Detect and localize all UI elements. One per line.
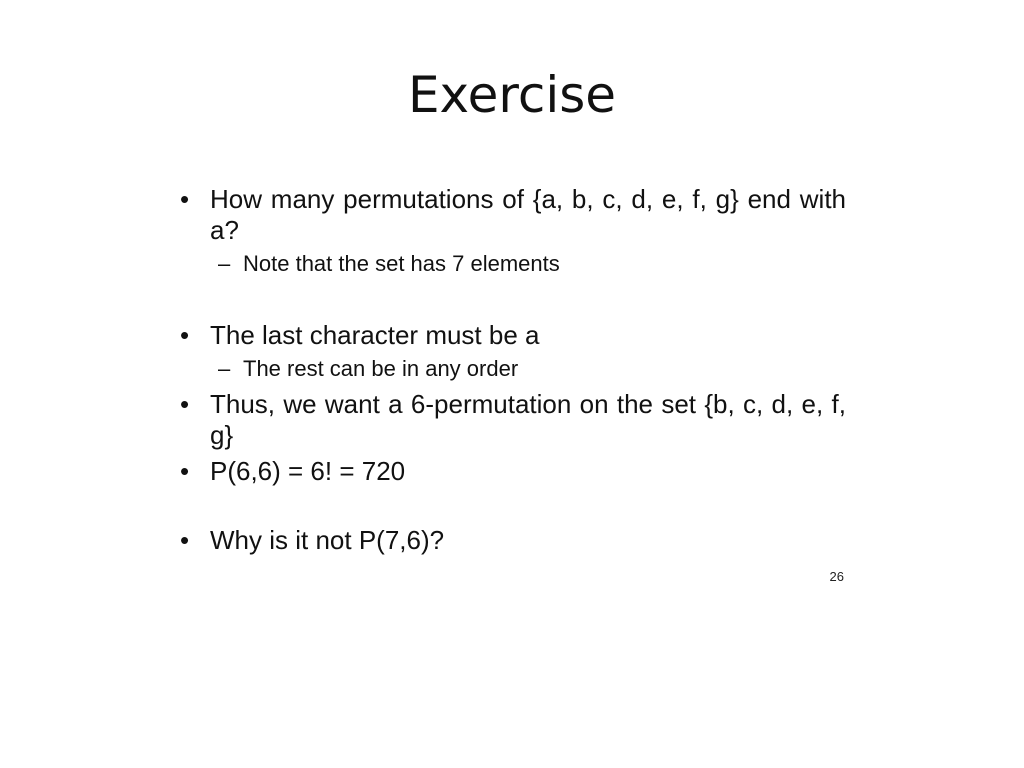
slide-content	[178, 184, 846, 556]
bullet-item	[178, 456, 846, 487]
bullet-marker: •	[180, 456, 190, 486]
bullet-marker: •	[180, 389, 190, 419]
bullet-text: P(6,6) = 6! = 720	[210, 456, 406, 486]
page-number: 26	[829, 569, 844, 584]
bullet-item	[178, 389, 846, 451]
sub-bullet-marker: –	[218, 356, 231, 381]
bullet-marker: •	[180, 525, 190, 555]
bullet-text: How many permutations of {a, b, c, d, e, f, g} end with a?	[210, 184, 846, 245]
sub-bullet-text: Note that the set has 7 elements	[243, 251, 560, 276]
sub-bullet-item	[178, 355, 846, 383]
sub-bullet-item	[178, 250, 846, 278]
slide-title: Exercise	[407, 66, 617, 124]
bullet-marker: •	[180, 320, 190, 350]
bullet-item	[178, 525, 846, 556]
bullet-text: Why is it not P(7,6)?	[210, 525, 445, 555]
sub-bullet-marker: –	[218, 251, 231, 276]
bullet-item	[178, 320, 846, 351]
sub-bullet-text: The rest can be in any order	[243, 356, 519, 381]
bullet-item	[178, 184, 846, 246]
bullet-marker: •	[180, 184, 190, 214]
bullet-text: Thus, we want a 6-permutation on the set {b, c, d, e, f, g}	[210, 389, 846, 450]
bullet-text: The last character must be a	[210, 320, 540, 350]
